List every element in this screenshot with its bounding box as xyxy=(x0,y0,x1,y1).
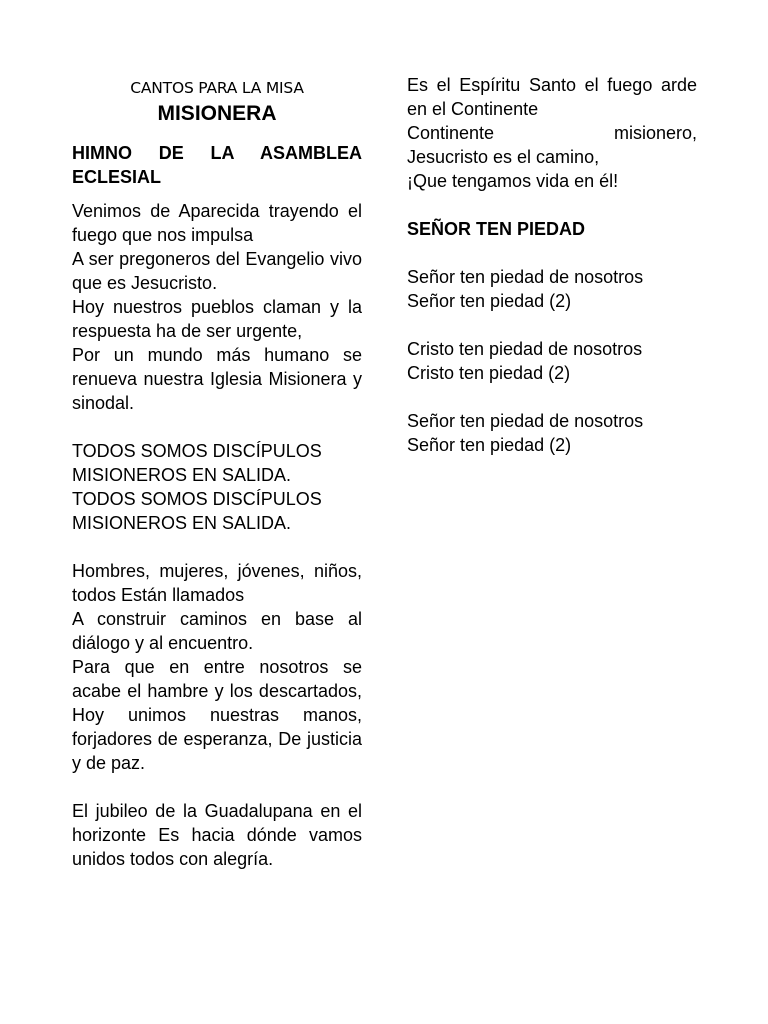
stanza-2 xyxy=(72,559,362,775)
stanza-1-line: Por un mundo más humano se renueva nuestra Iglesia Misionera y sinodal. xyxy=(72,345,362,413)
stanza-2-line: Para que en entre nosotros se acabe el hambre y los descartados, Hoy unimos nuestras manos, forjadores de esperanza, De justicia y de paz. xyxy=(72,657,362,773)
kyrie-line: Señor ten piedad (2) xyxy=(407,291,572,311)
stanza-2-line: A construir caminos en base al diálogo y al encuentro. xyxy=(72,609,362,653)
stanza-2-line: Hombres, mujeres, jóvenes, niños, todos Están llamados xyxy=(72,561,362,605)
kyrie-line: Señor ten piedad (2) xyxy=(407,435,572,455)
kyrie-block xyxy=(407,337,697,385)
kyrie-line: Cristo ten piedad (2) xyxy=(407,363,571,383)
kyrie-line: Señor ten piedad de nosotros xyxy=(407,411,644,431)
stanza-4 xyxy=(407,73,697,193)
stanza-4-line: ¡Que tengamos vida en él! xyxy=(407,171,619,191)
document-subtitle: MISIONERA xyxy=(157,102,277,125)
chorus xyxy=(72,439,362,535)
kyrie-block xyxy=(407,409,697,457)
hymn-title: HIMNO DE LA ASAMBLEA ECLESIAL xyxy=(72,143,362,187)
chorus-line: TODOS SOMOS DISCÍPULOS MISIONEROS EN SALIDA. xyxy=(72,441,322,485)
stanza-4-line: Continente misionero, xyxy=(407,123,697,143)
kyrie-title: SEÑOR TEN PIEDAD xyxy=(407,219,586,239)
stanza-1 xyxy=(72,199,362,415)
stanza-1-line: Hoy nuestros pueblos claman y la respuesta ha de ser urgente, xyxy=(72,297,362,341)
kyrie-line: Señor ten piedad de nosotros xyxy=(407,267,644,287)
document-title: CANTOS PARA LA MISA xyxy=(130,79,304,97)
stanza-3 xyxy=(72,799,362,871)
stanza-4-line: Es el Espíritu Santo el fuego arde en el Continente xyxy=(407,75,697,119)
kyrie-line: Cristo ten piedad de nosotros xyxy=(407,339,643,359)
stanza-4-line: Jesucristo es el camino, xyxy=(407,147,600,167)
left-column xyxy=(72,73,362,871)
stanza-1-line: Venimos de Aparecida trayendo el fuego que nos impulsa xyxy=(72,201,362,245)
kyrie-block xyxy=(407,265,697,313)
stanza-1-line: A ser pregoneros del Evangelio vivo que es Jesucristo. xyxy=(72,249,362,293)
chorus-line: TODOS SOMOS DISCÍPULOS MISIONEROS EN SALIDA. xyxy=(72,489,322,533)
right-column xyxy=(407,73,697,457)
stanza-3-line: El jubileo de la Guadalupana en el horizonte Es hacia dónde vamos unidos todos con alegría. xyxy=(72,801,362,869)
